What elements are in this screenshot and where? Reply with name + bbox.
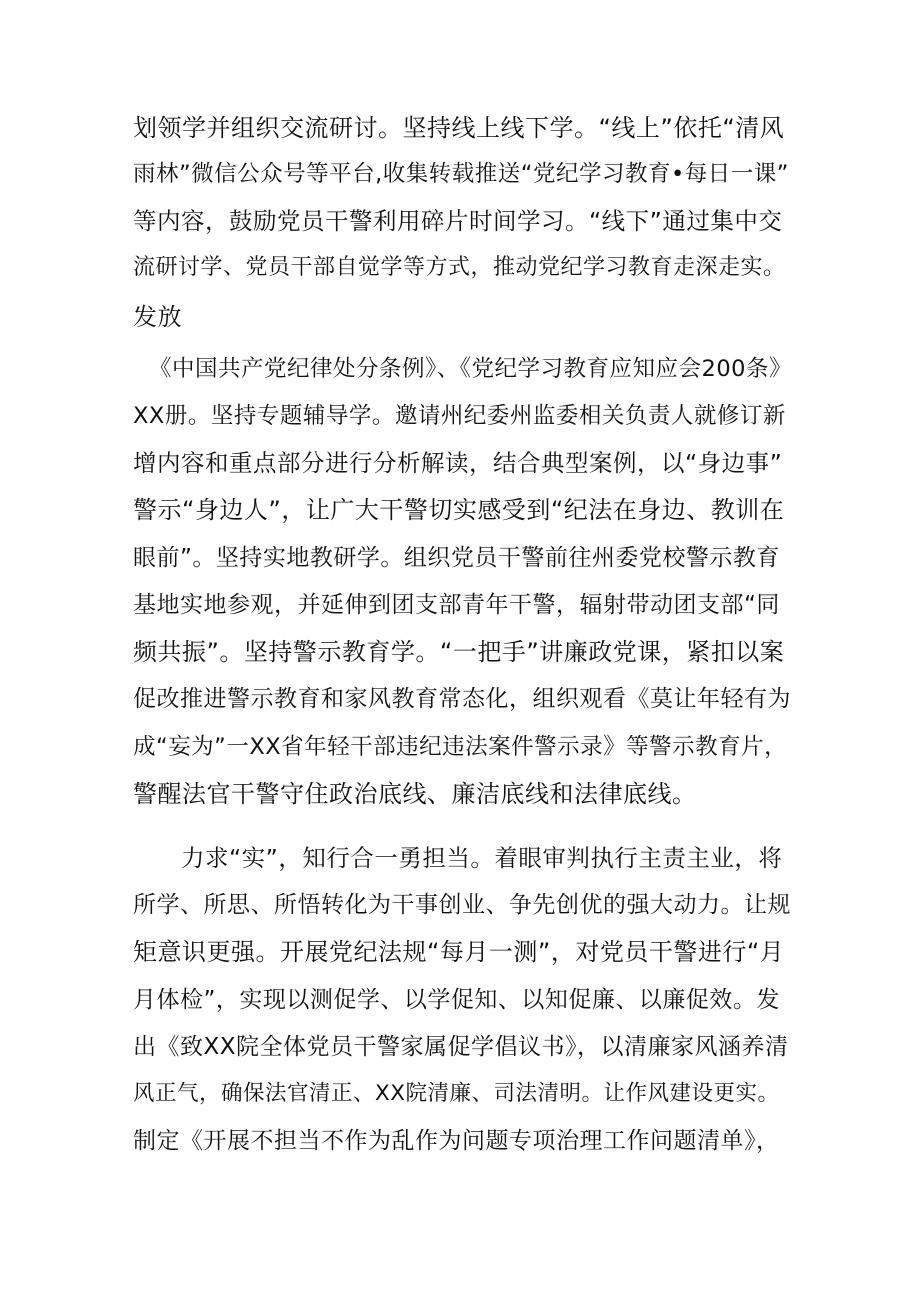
text-line: 矩意识更强。开展党纪法规“每月一测”，对党员干警进行“月: [133, 938, 785, 966]
text-line: 风正气，确保法官清正、XX院清廉、司法清明。让作风建设更实。: [133, 1081, 780, 1106]
text-line: 等内容，鼓励党员干警利用碎片时间学习。“线下”通过集中交: [133, 207, 783, 235]
text-line: 流研讨学、党员干部自觉学等方式，推动党纪学习教育走深走实。: [133, 255, 786, 280]
text-line: 出《致XX院全体党员干警家属促学倡议书》，以清廉家风涵养清: [133, 1034, 789, 1060]
text-line: 增内容和重点部分进行分析解读，结合典型案例，以“身边事”: [133, 449, 783, 477]
text-line: 眼前”。坚持实地教研学。组织党员干警前往州委党校警示教育: [133, 545, 780, 571]
text-line: 基地实地参观，并延伸到团支部青年干警，辐射带动团支部“同: [133, 592, 780, 618]
paragraph-first-line: 力求“实”，知行合一勇担当。着眼审判执行主责主业，将: [181, 844, 783, 872]
text-line: 月体检”，实现以测促学、以学促知、以知促廉、以廉促效。发: [133, 987, 780, 1013]
text-line: 雨林”微信公众号等平台,收集转载推送“党纪学习教育•每日一课”: [133, 161, 789, 187]
text-line: 频共振”。坚持警示教育学。“一把手”讲廉政党课，紧扣以案: [133, 638, 785, 666]
text-line: 所学、所思、所悟转化为干事创业、争先创优的强大动力。让规: [133, 892, 791, 918]
text-line: 警示“身边人”，让广大干警切实感受到“纪法在身边、教训在: [133, 496, 785, 524]
text-line: 《中国共产党纪律处分条例》、《党纪学习教育应知应会200条》: [149, 356, 792, 382]
text-line: 发放: [133, 303, 182, 331]
text-line: 成“妄为”一XX省年轻干部违纪违法案件警示录》等警示教育片，: [133, 734, 788, 760]
text-line: 制定《开展不担当不作为乱作为问题专项治理工作问题清单》，: [133, 1128, 780, 1154]
text-line: 警醒法官干警守住政治底线、廉洁底线和法律底线。: [133, 780, 697, 808]
text-line: 促改推进警示教育和家风教育常态化，组织观看《莫让年轻有为: [133, 686, 791, 712]
text-line: XX册。坚持专题辅导学。邀请州纪委州监委相关负责人就修订新: [133, 403, 786, 429]
text-line: 划领学并组织交流研讨。坚持线上线下学。“线上”依托“清风: [133, 114, 785, 142]
